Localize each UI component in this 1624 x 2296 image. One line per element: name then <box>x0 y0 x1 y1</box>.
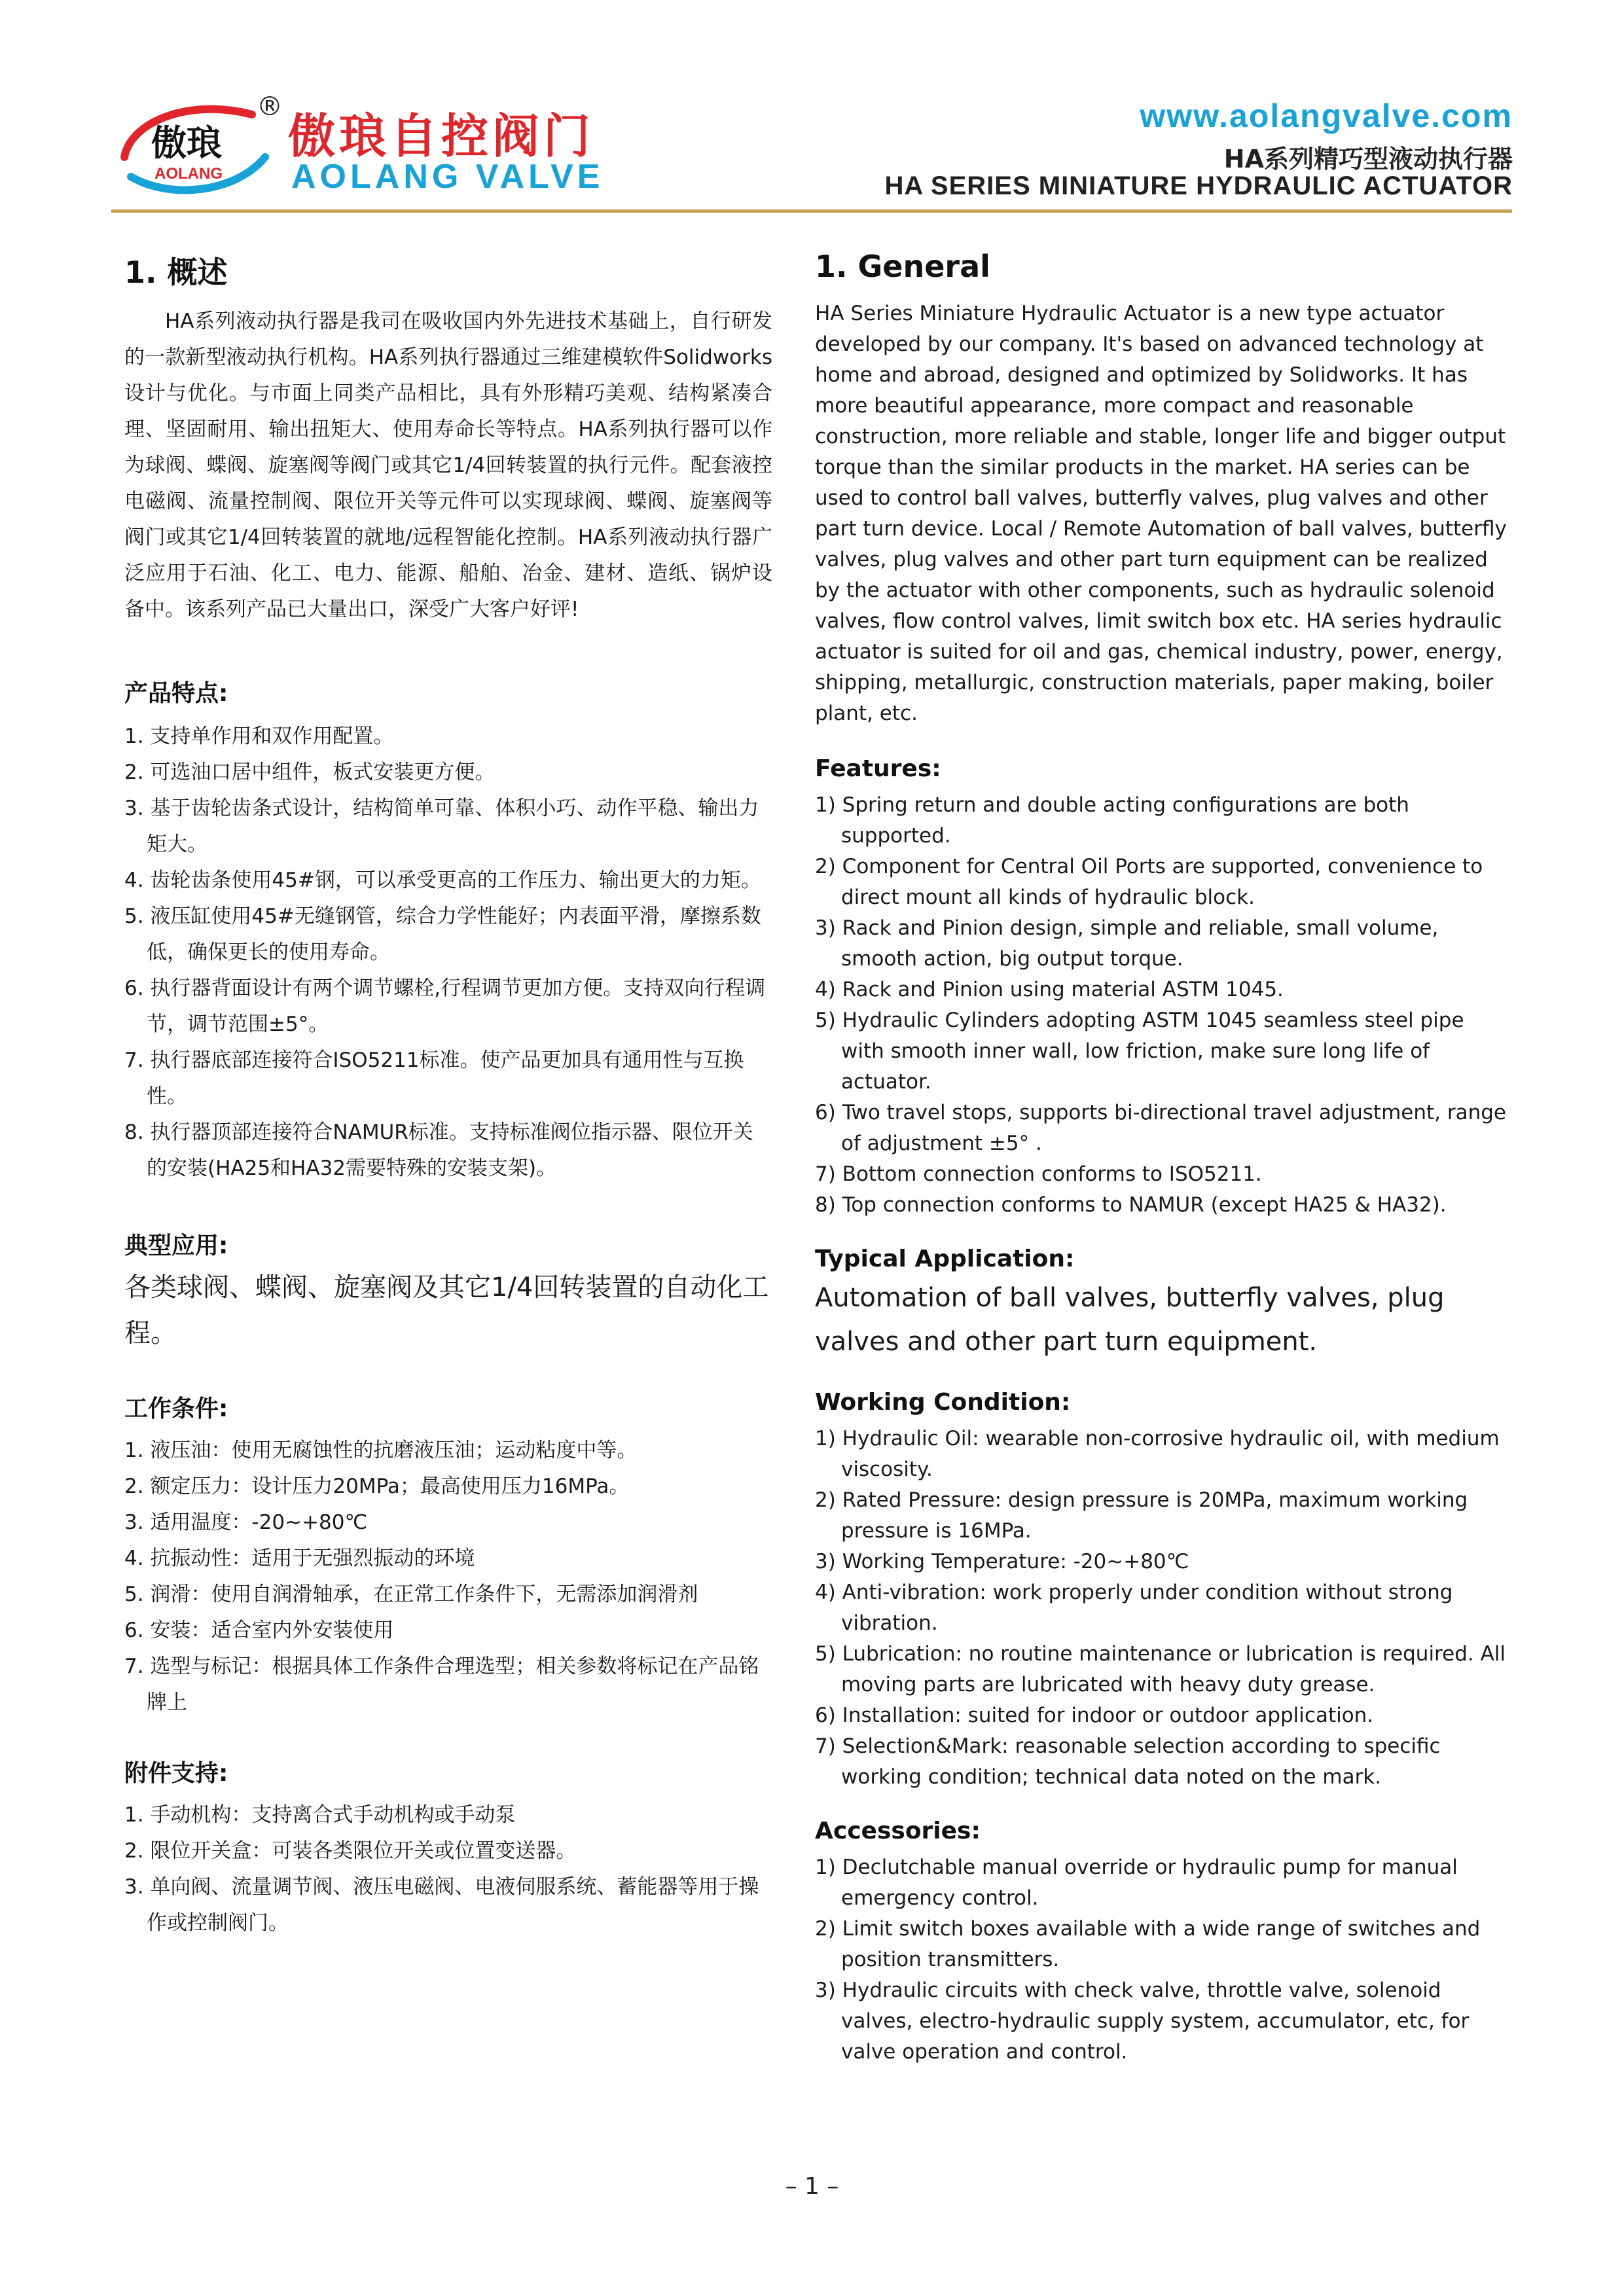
list-item: 6. 执行器背面设计有两个调节螺栓,行程调节更加方便。支持双向行程调节，调节范围±5°。 <box>124 977 766 1036</box>
list-item: 6. 安装：适合室内外安装使用 <box>124 1619 394 1642</box>
list-item: 3. 单向阀、流量调节阀、液压电磁阀、电液伺服系统、蓄能器等用于操作或控制阀门。 <box>124 1875 759 1935</box>
english-column <box>815 249 1512 2068</box>
logo-text-en: AOLANG <box>154 165 223 183</box>
accessories-heading-en: Accessories: <box>815 1818 981 1844</box>
list-item: 1) Spring return and double acting configurations are both supported. <box>815 793 1409 848</box>
general-text-cn: HA系列液动执行器是我司在吸收国内外先进技术基础上，自行研发的一款新型液动执行机构。HA系列执行器通过三维建模软件Solidworks设计与优化。与市面上同类产品相比，具有外形精巧美观、结构紧凑合理、坚固耐用、输出扭矩大、使用寿命长等特点。HA系列执行器可以作为球阀、蝶阀、旋塞阀等阀门或其它1/4回转装置的执行元件。配套液控电磁阀、流量控制阀、限位开关等元件可以实现球阀、蝶阀、旋塞阀等阀门或其它1/4回转装置的就地/远程智能化控制。HA系列液动执行器广泛应用于石油、化工、电力、能源、船舶、冶金、建材、造纸、锅炉设备中。该系列产品已大量出口，深受广大客户好评! <box>124 310 772 621</box>
working-heading-en: Working Condition: <box>815 1389 1071 1416</box>
list-item: 1. 液压油：使用无腐蚀性的抗磨液压油；运动粘度中等。 <box>124 1439 638 1462</box>
list-item: 1. 支持单作用和双作用配置。 <box>124 725 394 748</box>
general-heading-cn: 1. 概述 <box>124 255 228 290</box>
list-item: 6) Installation: suited for indoor or outdoor application. <box>815 1704 1374 1727</box>
list-item: 1) Declutchable manual override or hydraulic pump for manual emergency control. <box>815 1856 1458 1910</box>
list-item: 8) Top connection conforms to NAMUR (except HA25 & HA32). <box>815 1193 1447 1217</box>
working-list-cn <box>124 1433 772 1721</box>
list-item: 8. 执行器顶部连接符合NAMUR标准。支持标准阀位指示器、限位开关的安装(HA25和HA32需要特殊的安装支架)。 <box>124 1121 753 1180</box>
accessories-list-cn <box>124 1797 772 1941</box>
list-item: 2. 额定压力：设计压力20MPa；最高使用压力16MPa。 <box>124 1475 630 1498</box>
working-heading-cn: 工作条件: <box>124 1395 228 1422</box>
list-item: 3. 基于齿轮齿条式设计，结构简单可靠、体积小巧、动作平稳、输出力矩大。 <box>124 797 759 856</box>
list-item: 4) Anti-vibration: work properly under condition without strong vibration. <box>815 1581 1453 1635</box>
list-item: 3) Working Temperature: -20~+80℃ <box>815 1550 1189 1573</box>
chinese-column <box>124 249 772 1941</box>
working-list-en <box>815 1424 1512 1793</box>
list-item: 2) Limit switch boxes available with a wide range of switches and position transmitters. <box>815 1917 1481 1971</box>
aolang-logo-icon <box>111 95 275 200</box>
list-item: 7) Bottom connection conforms to ISO5211. <box>815 1162 1262 1186</box>
list-item: 3) Rack and Pinion design, simple and reliable, small volume, smooth action, big output torque. <box>815 916 1439 971</box>
list-item: 7) Selection&Mark: reasonable selection according to specific working condition; technical data noted on the mark. <box>815 1734 1441 1789</box>
list-item: 4) Rack and Pinion using material ASTM 1045. <box>815 978 1284 1001</box>
list-item: 1. 手动机构：支持离合式手动机构或手动泵 <box>124 1803 516 1827</box>
page-number: – 1 – <box>785 2173 839 2200</box>
features-list-cn <box>124 719 772 1187</box>
list-item: 7. 选型与标记：根据具体工作条件合理选型；相关参数将标记在产品铭牌上 <box>124 1655 759 1714</box>
accessories-list-en <box>815 1852 1512 2068</box>
list-item: 4. 抗振动性：适用于无强烈振动的环境 <box>124 1547 475 1570</box>
logo-text-cn: 傲琅 <box>151 122 222 164</box>
website-link[interactable]: www.aolangvalve.com <box>1140 98 1513 134</box>
accessories-heading-cn: 附件支持: <box>124 1760 228 1787</box>
list-item: 2. 可选油口居中组件，板式安装更方便。 <box>124 761 496 784</box>
page-header <box>0 0 1624 216</box>
list-item: 5. 润滑：使用自润滑轴承，在正常工作条件下，无需添加润滑剂 <box>124 1583 698 1606</box>
list-item: 5) Hydraulic Cylinders adopting ASTM 1045 seamless steel pipe with smooth inner wall, low friction, make sure long life of actuator. <box>815 1009 1464 1094</box>
list-item: 2. 限位开关盒：可装各类限位开关或位置变送器。 <box>124 1839 577 1863</box>
list-item: 5. 液压缸使用45#无缝钢管，综合力学性能好；内表面平滑，摩擦系数低，确保更长的使用寿命。 <box>124 905 761 964</box>
features-heading-en: Features: <box>815 755 941 782</box>
general-text-en: HA Series Miniature Hydraulic Actuator is a new type actuator developed by our company. It's based on advanced technology at home and abroad, designed and optimized by Solidworks. It has more beautiful appearance, more compact and reasonable construction, more reliable and stable, longer life and bigger output torque than the similar products in the market. HA series can be used to control ball valves, butterfly valves, plug valves and other part turn device. Local / Remote Automation of ball valves, butterfly valves, plug valves and other part turn equipment can be realized by the actuator with other components, such as hydraulic solenoid valves, flow control valves, limit switch box etc. HA series hydraulic actuator is suited for oil and gas, chemical industry, power, energy, shipping, metallurgic, construction materials, paper making, boiler plant, etc. <box>815 302 1507 725</box>
features-heading-cn: 产品特点: <box>124 680 228 707</box>
list-item: 1) Hydraulic Oil: wearable non-corrosive hydraulic oil, with medium viscosity. <box>815 1427 1500 1481</box>
application-heading-en: Typical Application: <box>815 1246 1075 1272</box>
list-item: 5) Lubrication: no routine maintenance or lubrication is required. All moving parts are lubricated with heavy duty grease. <box>815 1642 1506 1696</box>
brand-name-cn: 傲琅自控阀门 <box>288 109 595 164</box>
doc-title-cn: HA系列精巧型液动执行器 <box>1223 145 1513 173</box>
registered-mark: ® <box>257 92 283 122</box>
application-text-cn: 各类球阀、蝶阀、旋塞阀及其它1/4回转装置的自动化工程。 <box>124 1272 769 1348</box>
list-item: 4. 齿轮齿条使用45#钢，可以承受更高的工作压力、输出更大的力矩。 <box>124 869 761 892</box>
list-item: 2) Rated Pressure: design pressure is 20MPa, maximum working pressure is 16MPa. <box>815 1488 1468 1543</box>
general-heading-en: 1. General <box>815 249 990 284</box>
list-item: 7. 执行器底部连接符合ISO5211标准。使产品更加具有通用性与互换性。 <box>124 1049 744 1108</box>
list-item: 6) Two travel stops, supports bi-directional travel adjustment, range of adjustment ±5° . <box>815 1101 1506 1155</box>
brand-name-en: AOLANG VALVE <box>291 158 604 196</box>
features-list-en <box>815 790 1512 1221</box>
doc-title-en: HA SERIES MINIATURE HYDRAULIC ACTUATOR <box>884 171 1513 200</box>
list-item: 3) Hydraulic circuits with check valve, throttle valve, solenoid valves, electro-hydraulic supply system, accumulator, etc, for valve operation and control. <box>815 1979 1470 2064</box>
list-item: 2) Component for Central Oil Ports are supported, convenience to direct mount all kinds of hydraulic block. <box>815 855 1483 909</box>
application-heading-cn: 典型应用: <box>124 1232 228 1259</box>
header-divider <box>111 209 1512 213</box>
list-item: 3. 适用温度：-20~+80℃ <box>124 1511 368 1534</box>
application-text-en: Automation of ball valves, butterfly valves, plug valves and other part turn equipment. <box>815 1283 1445 1357</box>
